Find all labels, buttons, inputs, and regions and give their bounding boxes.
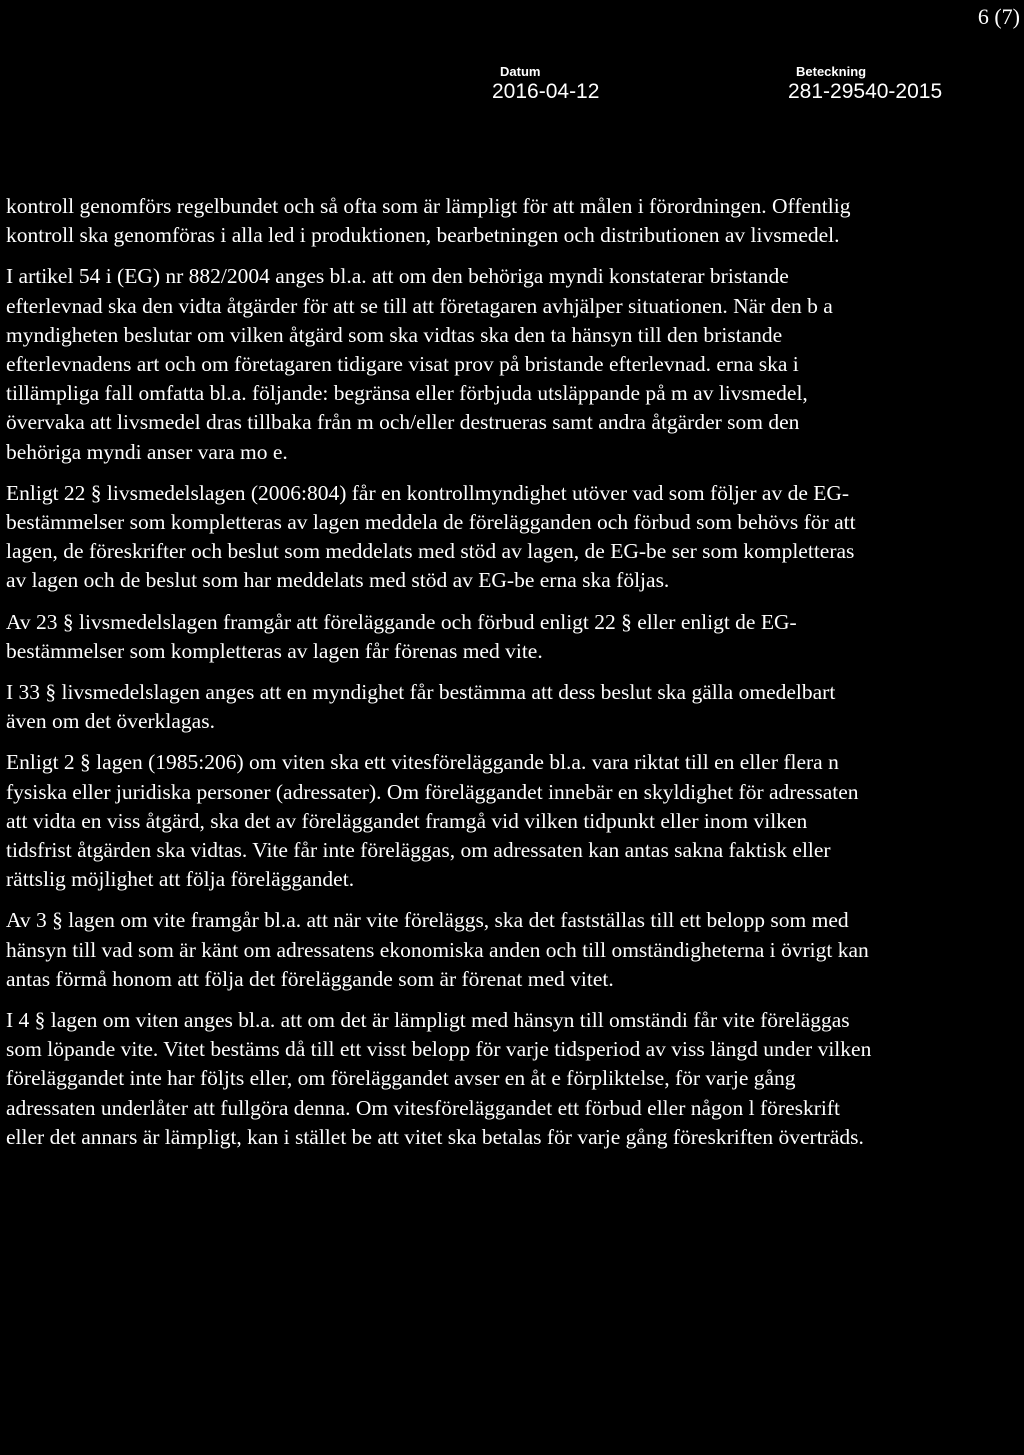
date-value: 2016-04-12 [492,80,600,103]
paragraph-section-33: I 33 § livsmedelslagen anges att en myndighet får bestämma att dess beslut ska gälla omedelbart även om det överklagas. [6,680,836,734]
paragraph-control: kontroll genomförs regelbundet och så ofta som är lämpligt för att målen i förordningen. Offentlig kontroll ska genomföras i alla led i produktionen, bearbetningen och distributionen av livsmedel. [6,194,851,248]
paragraph-section-22: Enligt 22 § livsmedelslagen (2006:804) får en kontrollmyndighet utöver vad som följer av de EG-bestämmelser som kompletteras av lagen meddela de förelägganden och förbud som behövs för att lagen, de föreskrifter och beslut som meddelats med stöd av lagen, de EG-be ser som kompletteras av lagen och de beslut som har meddelats med stöd av EG-be erna ska följas. [6,480,856,593]
paragraph-vite-section-3: Av 3 § lagen om vite framgår bl.a. att när vite föreläggs, ska det fastställas till ett belopp som med hänsyn till vad som är känt om adressatens ekonomiska anden och till omständigheterna i övrigt kan antas förmå honom att följa det föreläggande som är förenat med vitet. [6,908,869,991]
page-number: 6 (7) [977,4,1020,29]
reference-label: Beteckning [796,64,867,79]
reference-value: 281-29540-2015 [788,80,943,103]
paragraph-vite-section-4: I 4 § lagen om viten anges bl.a. att om det är lämpligt med hänsyn till omständi får vite föreläggas som löpande vite. Vitet bestäms då till ett visst belopp för varje tidsperiod av viss längd under vilken föreläggandet inte har följts eller, om föreläggandet avser en åt e förpliktelse, för varje gång adressaten underlåter att fullgöra denna. Om vitesföreläggandet ett förbud eller någon l föreskrift eller det annars är lämpligt, kan i stället be att vitet ska betalas för varje gång föreskriften överträds. [6,1008,872,1149]
document-body [6,192,876,1164]
paragraph-article-54: I artikel 54 i (EG) nr 882/2004 anges bl.a. att om den behöriga myndi konstaterar bristande efterlevnad ska den vidta åtgärder för att se till att företagaren avhjälper situationen. När den b a myndigheten beslutar om vilken åtgärd som ska vidtas ska den ta hänsyn till den bristande efterlevnadens art och om företagaren tidigare visat prov på bristande efterlevnad. erna ska i tillämpliga fall omfatta bl.a. följande: begränsa eller förbjuda utsläppande på m av livsmedel, övervaka att livsmedel dras tillbaka från m och/eller destrueras samt andra åtgärder som den behöriga myndi anser vara mo e. [6,264,833,464]
date-block [492,64,599,105]
paragraph-section-23: Av 23 § livsmedelslagen framgår att föreläggande och förbud enligt 22 § eller enligt de EG-bestämmelser som kompletteras av lagen får förenas med vite. [6,609,797,663]
reference-block [788,64,942,105]
date-label: Datum [500,64,541,79]
paragraph-vite-section-2: Enligt 2 § lagen (1985:206) om viten ska ett vitesföreläggande bl.a. vara riktat till en eller flera n fysiska eller juridiska personer (adressater). Om föreläggandet innebär en skyldighet för adressaten att vidta en viss åtgärd, ska det av föreläggandet framgå vid vilken tidpunkt eller inom vilken tidsfrist åtgärden ska vidtas. Vite får inte föreläggas, om adressaten kan antas sakna faktisk eller rättslig möjlighet att följa föreläggandet. [6,750,859,892]
